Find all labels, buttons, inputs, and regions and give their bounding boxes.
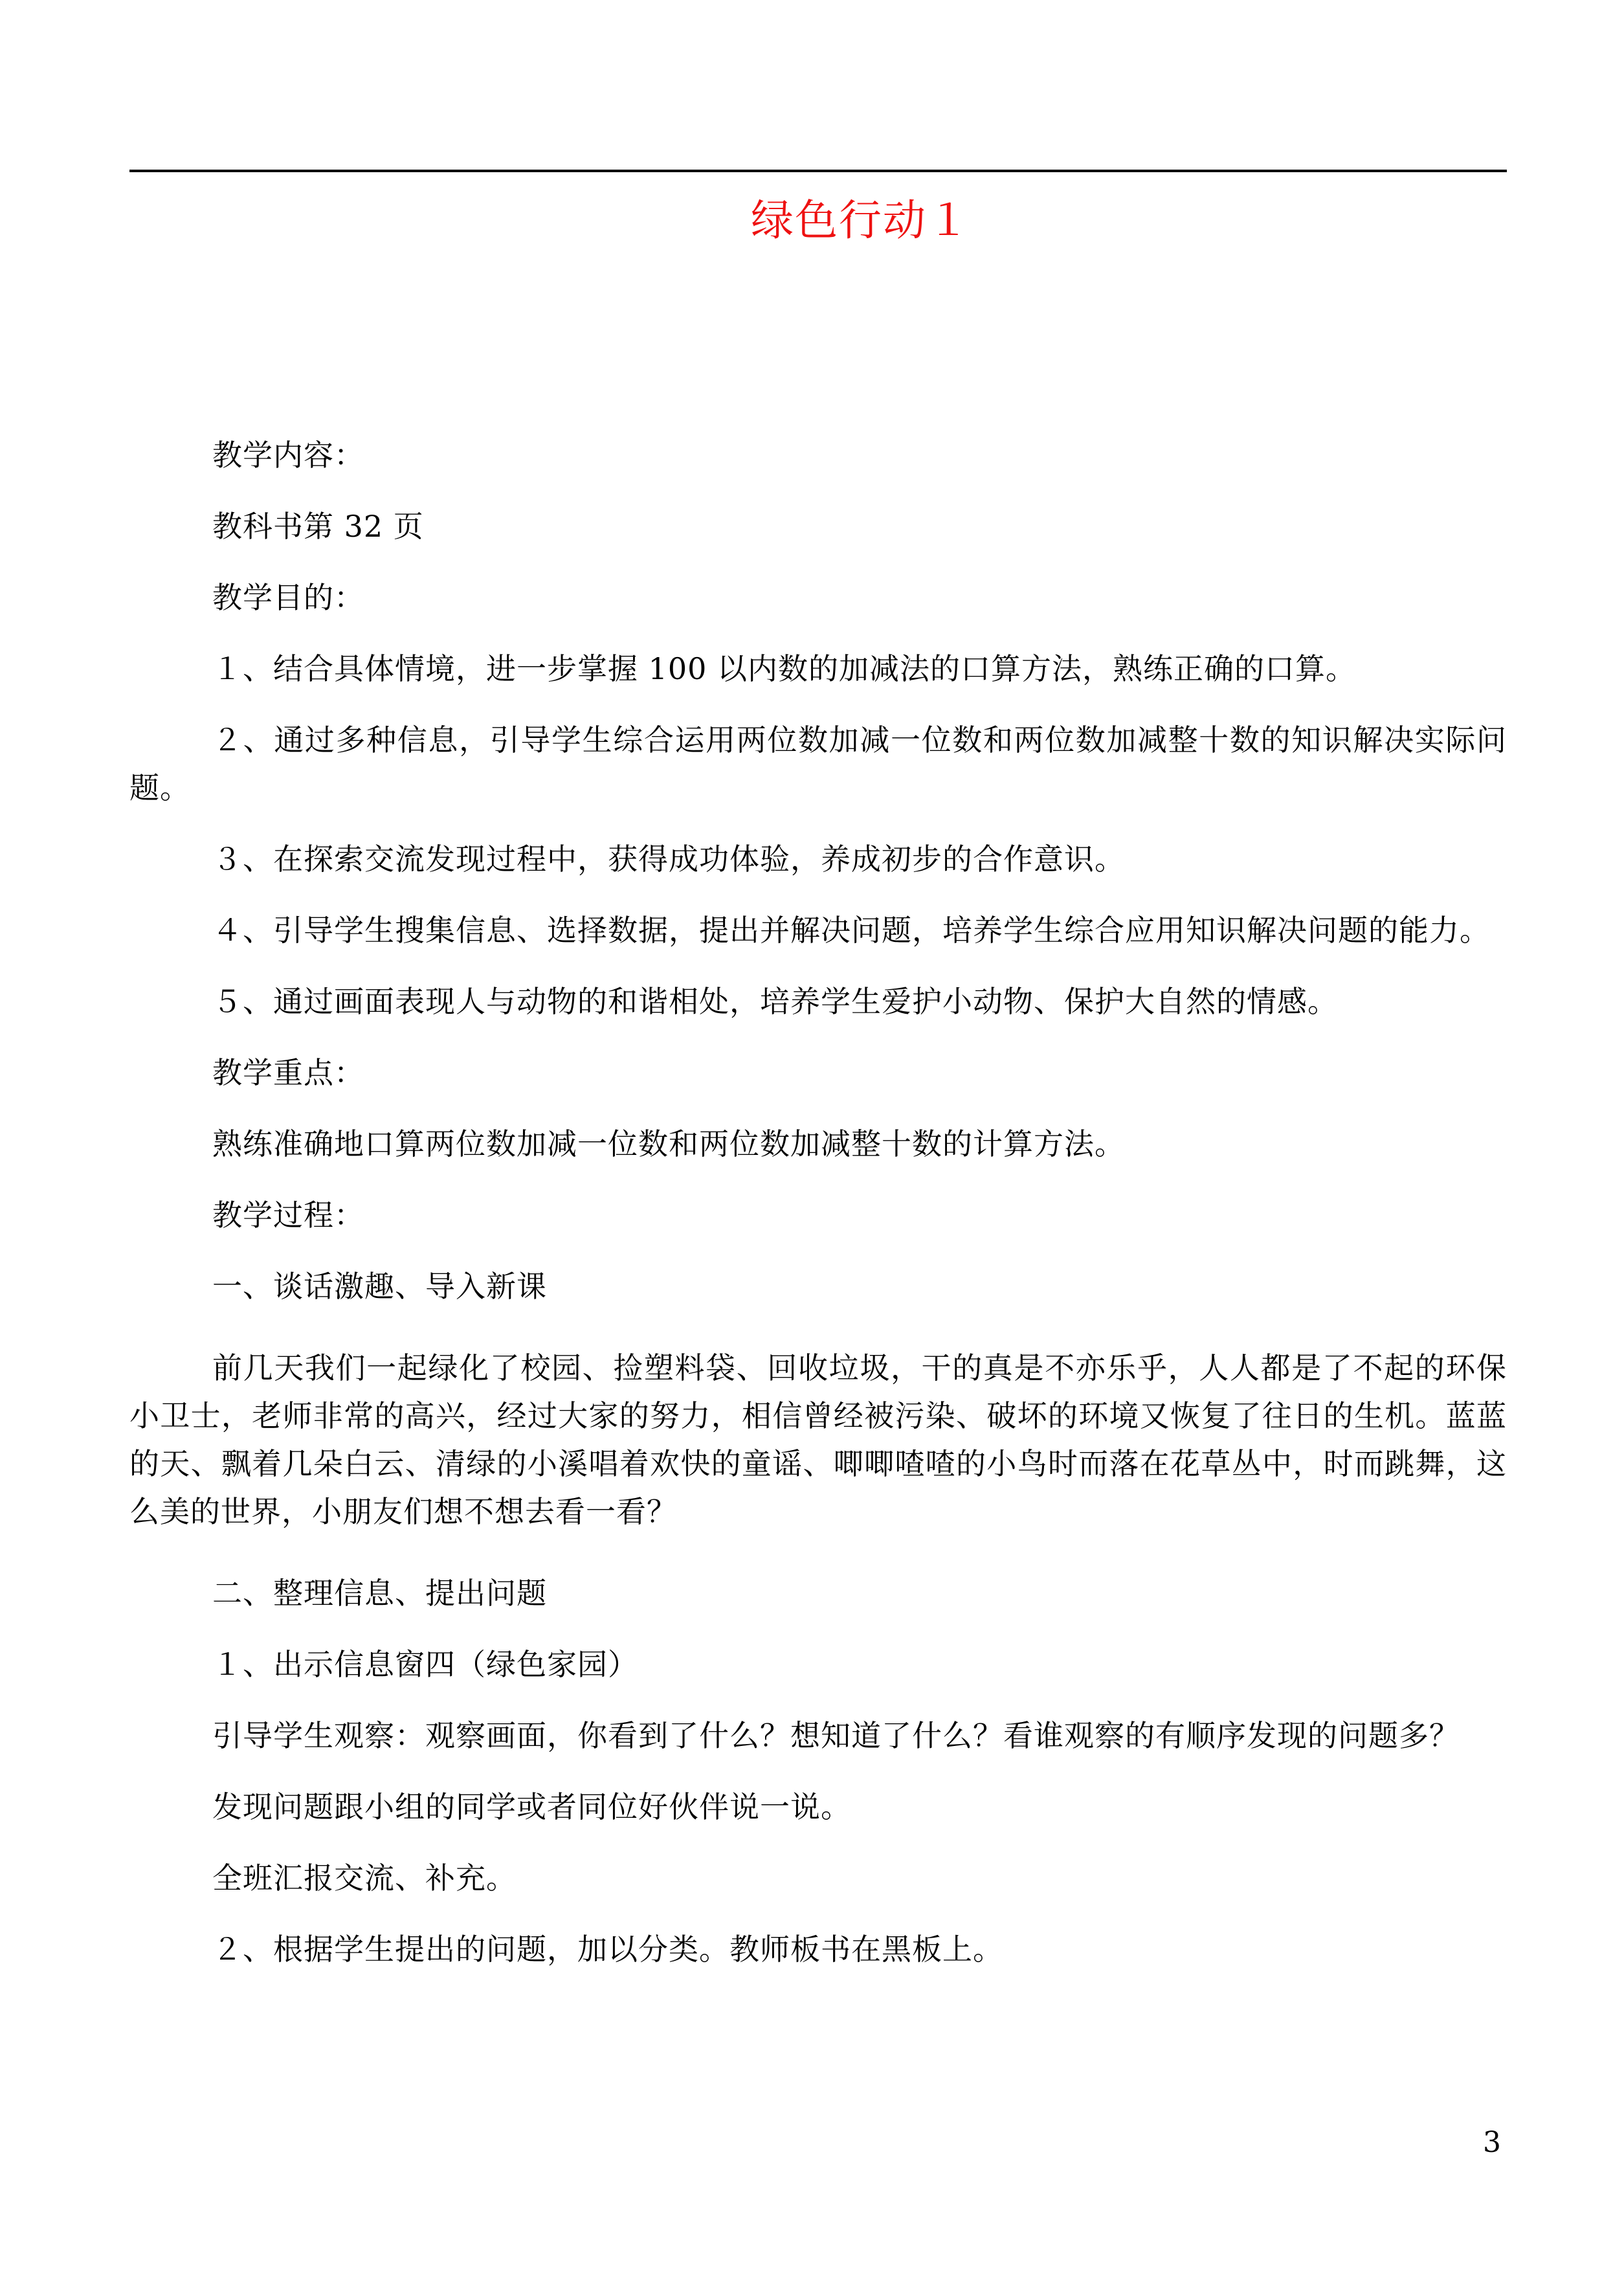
paragraph: １、结合具体情境，进一步掌握 100 以内数的加减法的口算方法，熟练正确的口算。	[212, 651, 1357, 686]
paragraph: ３、在探索交流发现过程中，获得成功体验，养成初步的合作意识。	[212, 842, 1125, 877]
paragraph: 教学目的：	[212, 580, 364, 615]
paragraph: 引导学生观察：观察画面，你看到了什么？想知道了什么？看谁观察的有顺序发现的问题多？	[212, 1718, 1460, 1753]
page-number: 3	[1483, 2126, 1501, 2159]
paragraph: 发现问题跟小组的同学或者同位好伙伴说一说。	[212, 1789, 851, 1824]
paragraph: 一、谈话激趣、导入新课	[212, 1269, 547, 1304]
paragraph: 前几天我们一起绿化了校园、捡塑料袋、回收垃圾，干的真是不亦乐乎，人人都是了不起的环保小卫士，老师非常的高兴，经过大家的努力，相信曾经被污染、破坏的环境又恢复了往日的生机。蓝蓝的天、飘着几朵白云、清绿的小溪唱着欢快的童谣、唧唧喳喳的小鸟时而落在花草丛中，时而跳舞，这么美的世界，小朋友们想不想去看一看？	[129, 1350, 1507, 1529]
paragraph: 教科书第 32 页	[212, 509, 424, 544]
paragraph: ５、通过画面表现人与动物的和谐相处，培养学生爱护小动物、保护大自然的情感。	[212, 984, 1338, 1019]
paragraph: 二、整理信息、提出问题	[212, 1576, 547, 1611]
document-body	[129, 431, 1507, 1997]
paragraph: １、出示信息窗四（绿色家园）	[212, 1647, 638, 1682]
paragraph: 全班汇报交流、补充。	[212, 1861, 517, 1896]
paragraph: 教学内容：	[212, 438, 364, 473]
document-title: 绿色行动１	[751, 196, 971, 245]
paragraph: 教学过程：	[212, 1198, 364, 1233]
paragraph: ４、引导学生搜集信息、选择数据，提出并解决问题，培养学生综合应用知识解决问题的能力。	[212, 913, 1490, 948]
paragraph: ２、根据学生提出的问题，加以分类。教师板书在黑板上。	[212, 1932, 1003, 1967]
header-rule	[129, 170, 1507, 172]
paragraph: ２、通过多种信息，引导学生综合运用两位数加减一位数和两位数加减整十数的知识解决实际问题。	[129, 722, 1507, 805]
paragraph: 熟练准确地口算两位数加减一位数和两位数加减整十数的计算方法。	[212, 1126, 1125, 1161]
paragraph: 教学重点：	[212, 1055, 364, 1090]
